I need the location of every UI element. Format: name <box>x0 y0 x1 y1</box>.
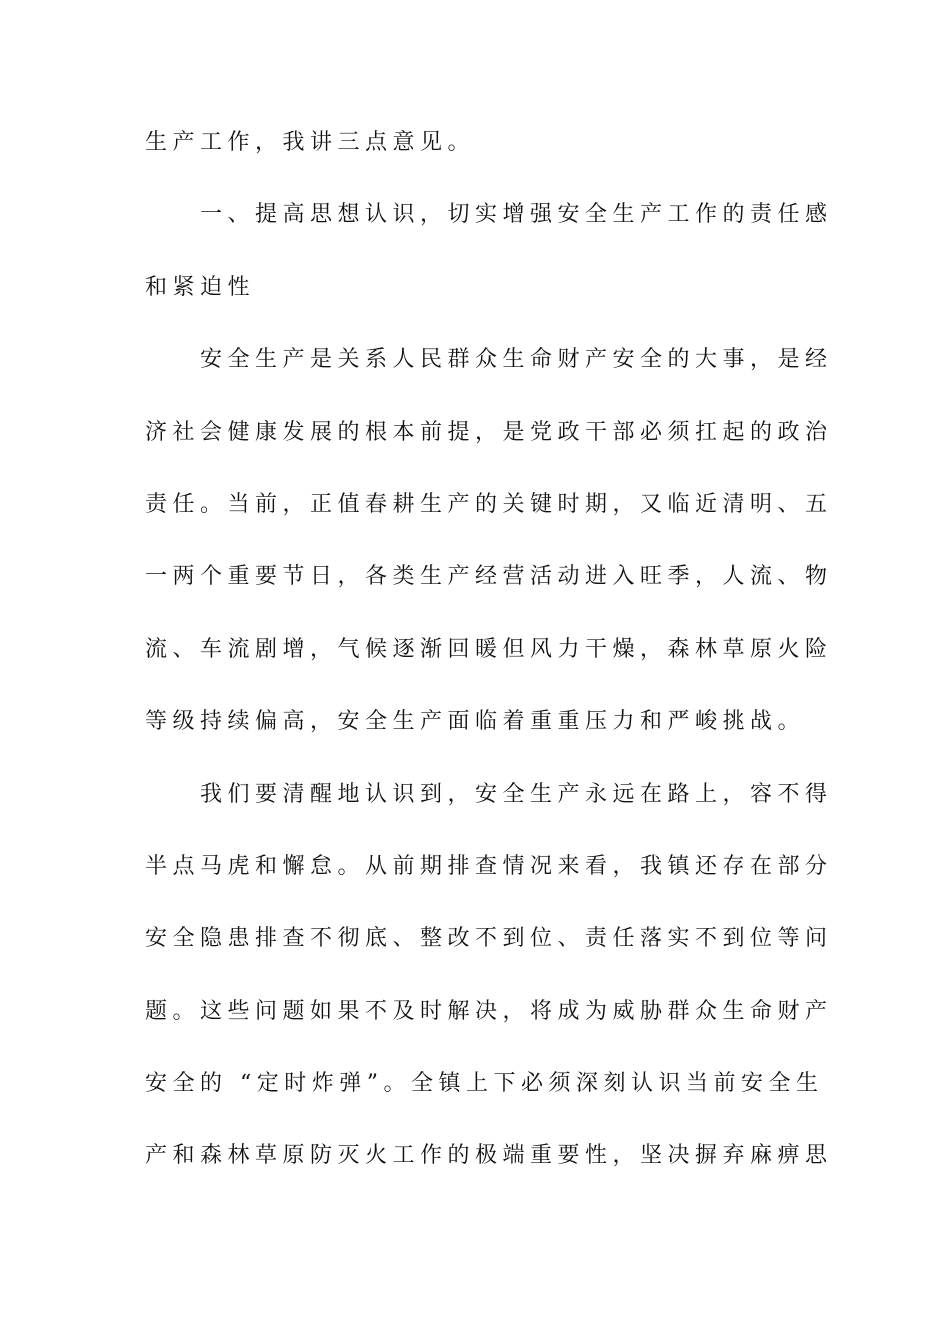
text-line: 我们要清醒地认识到，安全生产永远在路上，容不得 <box>200 781 833 807</box>
text-line: 安全的 “定时炸弹”。全镇上下必须深刻认识当前安全生 <box>145 1071 824 1097</box>
text-line: 一两个重要节日，各类生产经营活动进入旺季，人流、物 <box>145 564 833 590</box>
text-line: 济社会健康发展的根本前提，是党政干部必须扛起的政治 <box>145 419 833 445</box>
text-line: 题。这些问题如果不及时解决，将成为威胁群众生命财产 <box>145 998 833 1024</box>
text-line: 流、车流剧增，气候逐渐回暖但风力干燥，森林草原火险 <box>145 636 833 662</box>
text-line: 生产工作，我讲三点意见。 <box>145 130 476 155</box>
text-line: 安全生产是关系人民群众生命财产安全的大事，是经 <box>200 347 833 373</box>
text-line: 安全隐患排查不彻底、整改不到位、责任落实不到位等问 <box>145 926 833 952</box>
text-line: 和紧迫性 <box>145 274 256 300</box>
text-line: 一、提高思想认识，切实增强安全生产工作的责任感 <box>200 202 833 228</box>
text-line: 等级持续偏高，安全生产面临着重重压力和严峻挑战。 <box>145 709 806 735</box>
text-line: 责任。当前，正值春耕生产的关键时期，又临近清明、五 <box>145 491 833 517</box>
document-page <box>145 107 833 1193</box>
text-line: 半点马虎和懈怠。从前期排查情况来看，我镇还存在部分 <box>145 853 833 879</box>
text-line: 产和森林草原防灭火工作的极端重要性，坚决摒弃麻痹思 <box>145 1143 833 1169</box>
